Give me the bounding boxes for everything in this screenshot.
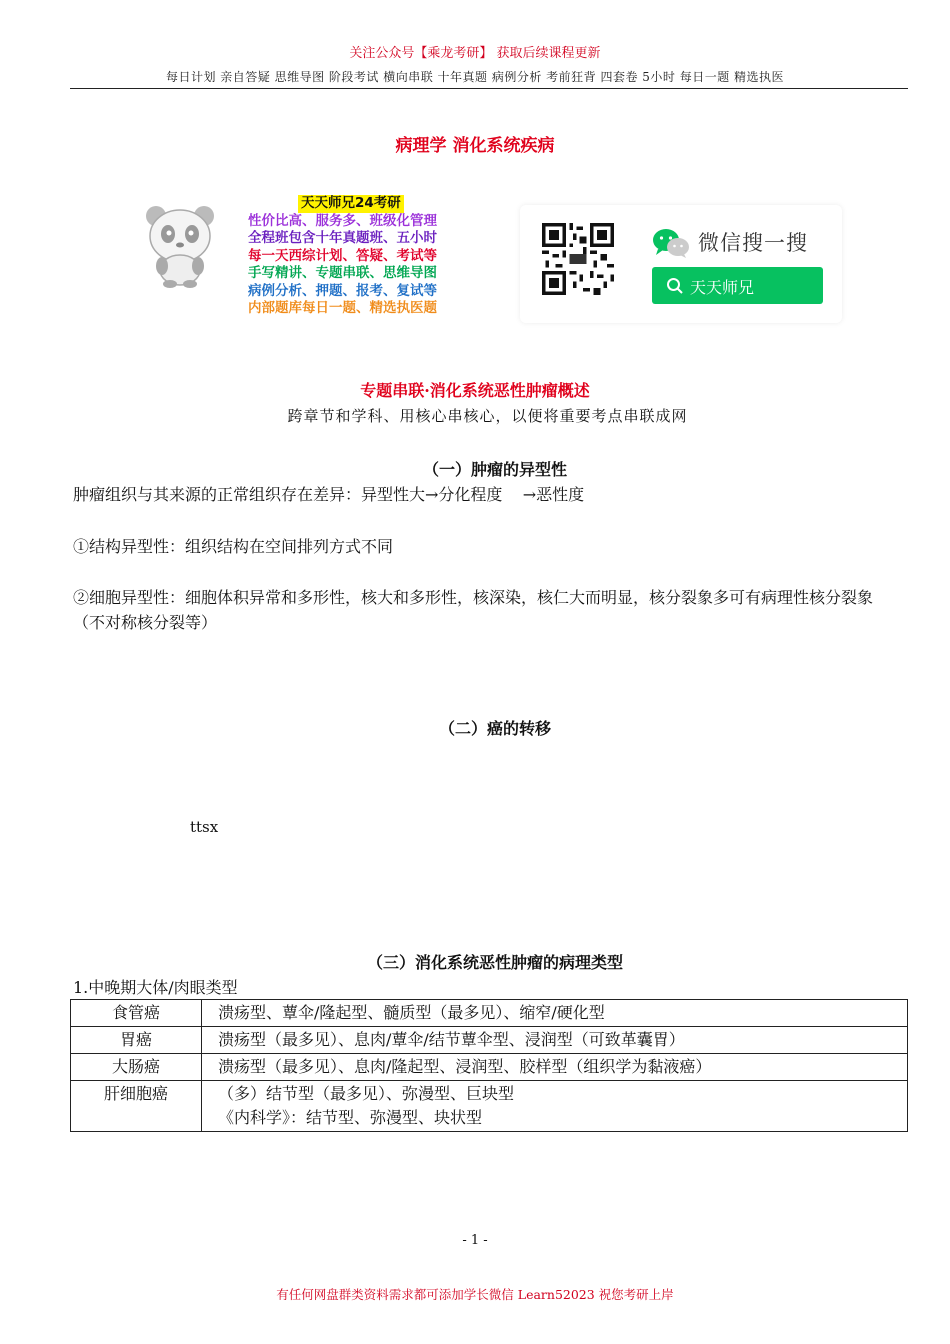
section-paragraph: 肿瘤组织与其来源的正常组织存在差异：异型性大→分化程度 →恶性度 <box>73 485 585 504</box>
table-cell-line: （多）结节型（最多见）、弥漫型、巨块型 <box>218 1084 515 1103</box>
section-paragraph: ①结构异型性：组织结构在空间排列方式不同 <box>73 537 394 556</box>
table-cell-name: 大肠癌 <box>71 1054 202 1081</box>
qr-code-icon <box>542 223 614 295</box>
document-title: 病理学 消化系统疾病 <box>395 136 555 156</box>
wechat-search-card <box>520 205 842 323</box>
wechat-search-text: 天天师兄 <box>690 278 755 297</box>
top-nav-line: 每日计划 亲自答疑 思维导图 阶段考试 横向串联 十年真题 病例分析 考前狂背 四套卷 5小时 每日一题 精选执医 <box>165 70 785 84</box>
pathology-types-table <box>70 999 908 1132</box>
table-cell-types: 溃疡型（最多见）、息肉/蕈伞/结节蕈伞型、浸润型（可致革囊胃） <box>202 1027 908 1054</box>
panda-mascot-icon <box>136 200 224 288</box>
table-row <box>71 1081 908 1132</box>
table-cell-types: 溃疡型（最多见）、息肉/隆起型、浸润型、胶样型（组织学为黏液癌） <box>202 1054 908 1081</box>
table-cell-line: 《内科学》：结节型、弥漫型、块状型 <box>218 1108 483 1127</box>
table-caption: 1.中晚期大体/肉眼类型 <box>73 978 238 997</box>
promo-line: 病例分析、押题、报考、复试等 <box>248 282 437 299</box>
table-cell-types <box>202 1081 908 1132</box>
table-row <box>71 1054 908 1081</box>
footer-notice: 有任何网盘群类资料需求都可添加学长微信 Learn52023 祝您考研上岸 <box>276 1287 674 1302</box>
promo-line: 内部题库每日一题、精选执医题 <box>248 300 437 316</box>
header-divider <box>70 88 908 89</box>
table-cell-name: 肝细胞癌 <box>71 1081 202 1132</box>
promo-line: 手写精讲、专题串联、思维导图 <box>248 265 437 281</box>
table-cell-types: 溃疡型、蕈伞/隆起型、髓质型（最多见）、缩窄/硬化型 <box>202 1000 908 1027</box>
table-cell-name: 胃癌 <box>71 1027 202 1054</box>
section-heading: （二）癌的转移 <box>438 719 551 738</box>
promo-headline: 天天师兄24考研 <box>298 195 404 213</box>
promo-line: 性价比高、服务多、班级化管理 <box>248 212 437 229</box>
wechat-search-label: 微信搜一搜 <box>698 231 808 255</box>
section-note: ttsx <box>190 818 219 836</box>
promo-lines <box>248 195 478 318</box>
section-paragraph: ②细胞异型性：细胞体积异常和多形性，核大和多形性，核深染，核仁大而明显，核分裂象多可有病理性核分裂象（不对称核分裂等） <box>73 588 874 632</box>
table-row <box>71 1000 908 1027</box>
section-heading: （三）消化系统恶性肿瘤的病理类型 <box>366 953 623 972</box>
page-number: - 1 - <box>462 1233 488 1248</box>
promo-line: 每一天西综计划、答疑、考试等 <box>248 247 437 264</box>
table-row <box>71 1027 908 1054</box>
promo-line: 全程班包含十年真题班、五小时 <box>248 230 437 246</box>
search-icon <box>666 277 684 295</box>
table-cell-name: 食管癌 <box>71 1000 202 1027</box>
topic-subtitle: 跨章节和学科、用核心串核心，以便将重要考点串联成网 <box>287 407 688 425</box>
section-heading: （一）肿瘤的异型性 <box>422 460 567 479</box>
wechat-search-button[interactable] <box>652 267 823 304</box>
top-notice: 关注公众号【乘龙考研】 获取后续课程更新 <box>349 46 601 61</box>
wechat-logo-icon <box>652 227 690 259</box>
topic-title: 专题串联·消化系统恶性肿瘤概述 <box>360 381 590 400</box>
